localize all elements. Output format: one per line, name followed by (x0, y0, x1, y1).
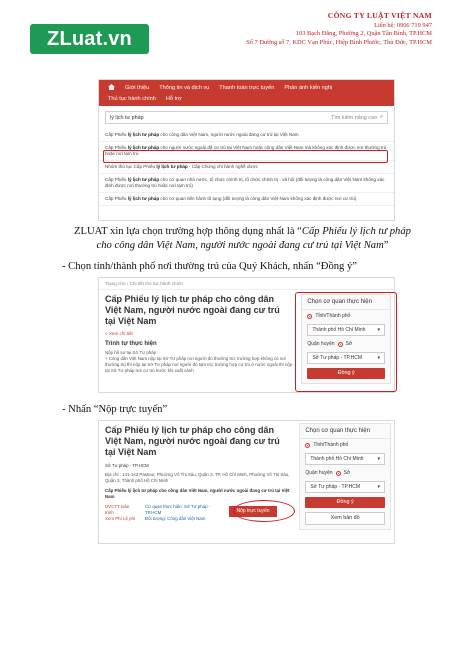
search-results-list (99, 129, 394, 206)
highlight-first-result (103, 150, 388, 163)
view-detail-link[interactable]: » Xem chi tiết (105, 331, 133, 336)
city-select[interactable]: Thành phố Hồ Chí Minh ▾ (307, 324, 385, 336)
portal-nav-bar (99, 80, 394, 106)
search-input[interactable]: lý lịch tư pháp (110, 114, 144, 121)
agency-name: Sở Tư pháp - TP.HCM (105, 463, 149, 468)
search-result-item[interactable]: Nhóm thủ tục Cấp Phiếu lý lịch tư pháp - Cấp Chứng chỉ hành nghề dược (99, 161, 394, 174)
nav-item[interactable]: Thanh toán trực tuyến (219, 85, 275, 91)
nav-item[interactable]: Thủ tục hành chính (108, 96, 156, 102)
highlight-submit-button (233, 500, 295, 522)
procedure-step-1: Nộp hồ sơ tại Sở Tư pháp (105, 350, 157, 355)
search-result-item[interactable]: Cấp Phiếu lý lịch tư pháp cho công dân Việt Nam, người nước ngoài đang cư trú tại Việt Nam (99, 129, 394, 142)
agency-address: Địa chỉ : 141-143 Pasteur, Phường Võ Thị Sáu, Quận 3, TP. Hồ Chí Minh, Phường Võ Thị Sáu, Quận 3, Thành phố Hồ Chí Minh (105, 472, 290, 483)
firm-phone: Liên hệ: 0906 719 947 (374, 22, 432, 30)
view-fee-link[interactable]: Xem Phí Lệ phí (105, 516, 136, 521)
submit-online-screenshot (98, 420, 395, 544)
procedure-title: Cấp Phiếu lý lịch tư pháp cho công dân Việt Nam, người nước ngoài đang cư trú tại Việt Nam (105, 294, 280, 326)
panel-title: Chọn cơ quan thực hiện (300, 424, 390, 439)
nav-item[interactable]: Phản ánh kiến nghị (284, 85, 333, 91)
search-result-item[interactable]: Cấp Phiếu lý lịch tư pháp cho cơ quan tiến hành tố tụng (đối tượng là công dân Việt Nam không xác định được nơi cư trú) (99, 193, 394, 206)
search-result-item[interactable]: Cấp Phiếu lý lịch tư pháp cho cơ quan nhà nước, tổ chức chính trị, tổ chức chính trị - xã hội (đối tượng là công dân Việt Nam không xác định được nơi thường trú hoặc nơi tạm trú) (99, 174, 394, 193)
city-select[interactable]: Thành phố Hồ Chí Minh ▾ (305, 453, 385, 465)
advanced-search-link[interactable]: Tìm kiếm nâng cao (331, 114, 377, 121)
radio-on-icon (336, 471, 341, 476)
chevron-down-icon: ▾ (377, 484, 380, 490)
execution-info: Cơ quan thực hiện: Sở Tư pháp - TP.HCM Đối tượng: Công dân Việt Nam (145, 504, 211, 521)
agency-select[interactable]: Sở Tư pháp - TP.HCM ▾ (305, 481, 385, 493)
highlight-agency-panel (295, 292, 397, 392)
radio-province[interactable]: Tỉnh/Thành phố (300, 439, 390, 451)
agree-button[interactable]: Đồng ý (305, 497, 385, 508)
radio-on-icon (305, 443, 310, 448)
submit-online-button[interactable]: Nộp trực tuyến (229, 506, 277, 517)
search-box[interactable] (105, 111, 388, 124)
search-result-item[interactable]: Cấp Phiếu lý lịch tư pháp cho người nước ngoài đã cư trú tại Việt Nam hoặc công dân Việt Nam mà không xác định được nơi thường trú hoặc nơi tạm trú (99, 142, 394, 161)
procedure-name: Cấp Phiếu lý lịch tư pháp cho công dân Việt Nam, người nước ngoài đang cư trú tại Việt Nam (105, 488, 290, 499)
search-icon[interactable]: ⌕ (379, 114, 383, 120)
radio-province[interactable]: Tỉnh/Thành phố (302, 310, 390, 322)
firm-address-1: 103 Bạch Đằng, Phường 2, Quận Tân Bình, TP.HCM (295, 30, 432, 38)
home-icon[interactable] (103, 82, 120, 94)
choose-case-paragraph: ZLUAT xin lựa chọn trường hợp thông dụng nhất là “Cấp Phiếu lý lịch tư pháp cho công dân Việt Nam, người nước ngoài đang cư trú tại Việt Nam” (74, 226, 411, 251)
panel-title: Chọn cơ quan thực hiện (302, 295, 390, 310)
chevron-down-icon: ▾ (377, 456, 380, 462)
nav-item[interactable]: Thông tin và dịch vụ (159, 85, 210, 91)
firm-contact-block (246, 12, 432, 47)
radio-group-level[interactable]: Quận huyện Sở (307, 341, 353, 347)
view-map-button[interactable]: Xem bản đồ (305, 512, 385, 525)
nav-item[interactable]: Hỗ trợ (165, 96, 182, 102)
zluat-logo: ZLuat.vn (30, 24, 149, 54)
procedure-step-2: + Công dân Việt Nam nộp tại Sở Tư pháp nơi người đó thường trú; trường hợp không có nơi thường trú thì nộp tại Sở Tư pháp nơi người đó tạm trú; trường hợp cư trú ở nước ngoài thì nộp tại Sở Tư pháp nơi cư trú trước khi xuất cảnh (105, 356, 293, 373)
step-select-province: - Chọn tỉnh/thành phố nơi thường trú của Quý Khách, nhấn “Đồng ý” (62, 261, 357, 272)
procedure-title: Cấp Phiếu lý lịch tư pháp cho công dân Việt Nam, người nước ngoài đang cư trú tại Việt Nam (105, 425, 280, 457)
radio-group-level[interactable]: Quận huyện Sở (305, 470, 351, 476)
chevron-down-icon: ▾ (377, 327, 380, 333)
firm-address-2: Số 7 Đường số 7, KDC Vạn Phúc, Hiệp Bình Phước, Thủ Đức, TP.HCM (246, 38, 432, 46)
step-submit-online: - Nhấn “Nộp trực tuyến” (62, 404, 168, 415)
breadcrumb: Trang chủ › Chi tiết thủ tục hành chính (99, 278, 394, 290)
agency-select-panel (299, 423, 391, 530)
agency-select[interactable]: Sở Tư pháp - TP.HCM ▾ (307, 352, 385, 364)
firm-name: CÔNG TY LUẬT VIỆT NAM (327, 11, 432, 20)
section-heading: Trình tự thực hiện (105, 341, 157, 347)
nav-item[interactable]: Giới thiệu (125, 85, 150, 91)
dvc-info: DVCTT toàn trình Xem Phí Lệ phí (105, 504, 139, 522)
agree-button[interactable]: Đồng ý (307, 368, 385, 379)
chevron-down-icon: ▾ (377, 355, 380, 361)
